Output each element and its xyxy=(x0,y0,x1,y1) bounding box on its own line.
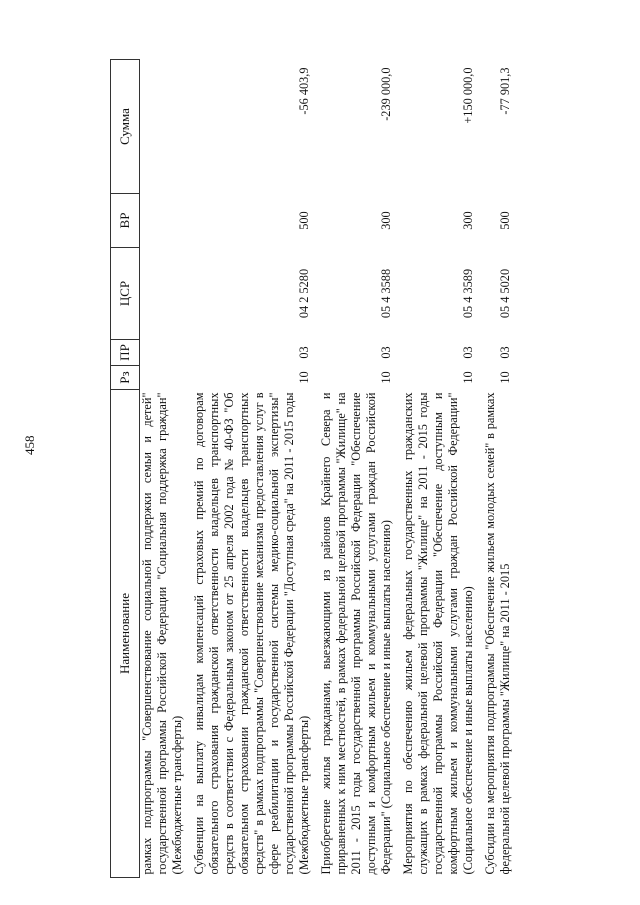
row-csr: 05 4 3588 xyxy=(379,268,393,319)
row-pr: 03 xyxy=(297,346,311,359)
header-rz: Рз xyxy=(111,366,140,390)
row-vr: 300 xyxy=(379,211,393,230)
table-row xyxy=(479,60,516,878)
table-row xyxy=(397,60,479,878)
row-csr: 04 2 5280 xyxy=(297,268,311,319)
row-sum xyxy=(140,60,189,194)
header-vr: ВР xyxy=(111,194,140,248)
row-rz: 10 xyxy=(297,371,311,384)
table-row xyxy=(188,60,315,878)
header-sum: Сумма xyxy=(111,60,140,194)
rotated-budget-table-page xyxy=(110,60,630,878)
row-rz: 10 xyxy=(461,371,475,384)
page-number: 458 xyxy=(22,435,37,455)
row-name: Мероприятия по обеспечению жильем федеральных государственных гражданских служащих в рамках федеральной целевой программы "Жилище" на 2011 - 2015 годы государственной программы Российской Федерации "Обеспечение доступным и комфортным жильем и коммунальными услугами граждан Российской Федерации" (Социальное обеспечение и иные выплаты населению) xyxy=(401,392,475,875)
row-pr xyxy=(140,340,189,366)
row-csr xyxy=(140,248,189,340)
row-sum: -77 901,3 xyxy=(498,67,512,115)
row-name: Субсидии на мероприятия подпрограммы "Обеспечение жильем молодых семей" в рамках федеральной целевой программы "Жилище" на 2011 - 2015 xyxy=(483,392,512,875)
row-rz xyxy=(140,366,189,390)
table-row xyxy=(315,60,397,878)
row-pr: 03 xyxy=(461,346,475,359)
row-sum: -239 000,0 xyxy=(379,67,393,121)
row-name: Субвенции на выплату инвалидам компенсаций страховых премий по договорам обязательного страхования гражданской ответственности владельцев транспортных средств в соответствии с Федеральным законом от 25 апреля 2002 года № 40-ФЗ "Об обязательном страховании гражданской ответственности владельцев транспортных средств" в рамках подпрограммы "Совершенствование механизма предоставления услуг в сфере реабилитации и государственной системы медико-социальной экспертизы" государственной программы Российской Федерации "Доступная среда" на 2011 - 2015 годы (Межбюджетные трансферты) xyxy=(192,392,311,875)
row-name: Приобретение жилья гражданами, выезжающими из районов Крайнего Севера и приравненных к ним местностей, в рамках федеральной целевой программы "Жилище" на 2011 - 2015 годы государственной программы Российской Федерации "Обеспечение доступным и комфортным жильем и коммунальными услугами граждан Российской Федерации" (Социальное обеспечение и иные выплаты населению) xyxy=(319,392,393,875)
row-pr: 03 xyxy=(498,346,512,359)
row-vr: 500 xyxy=(297,211,311,230)
row-vr: 300 xyxy=(461,211,475,230)
row-rz: 10 xyxy=(498,371,512,384)
table-row xyxy=(140,60,189,878)
header-pr: ПР xyxy=(111,340,140,366)
row-rz: 10 xyxy=(379,371,393,384)
row-csr: 05 4 5020 xyxy=(498,268,512,319)
row-pr: 03 xyxy=(379,346,393,359)
row-vr xyxy=(140,194,189,248)
budget-table xyxy=(110,59,516,878)
row-vr: 500 xyxy=(498,211,512,230)
row-csr: 05 4 3589 xyxy=(461,268,475,319)
row-sum: -56 403,9 xyxy=(297,67,311,115)
header-csr: ЦСР xyxy=(111,248,140,340)
table-header-row xyxy=(111,60,140,878)
row-name: рамках подпрограммы "Совершенствование социальной поддержки семьи и детей" государственной программы Российской Федерации "Социальная поддержка граждан" (Межбюджетные трансферты) xyxy=(140,392,184,875)
row-sum: +150 000,0 xyxy=(461,67,475,124)
header-name: Наименование xyxy=(111,390,140,878)
